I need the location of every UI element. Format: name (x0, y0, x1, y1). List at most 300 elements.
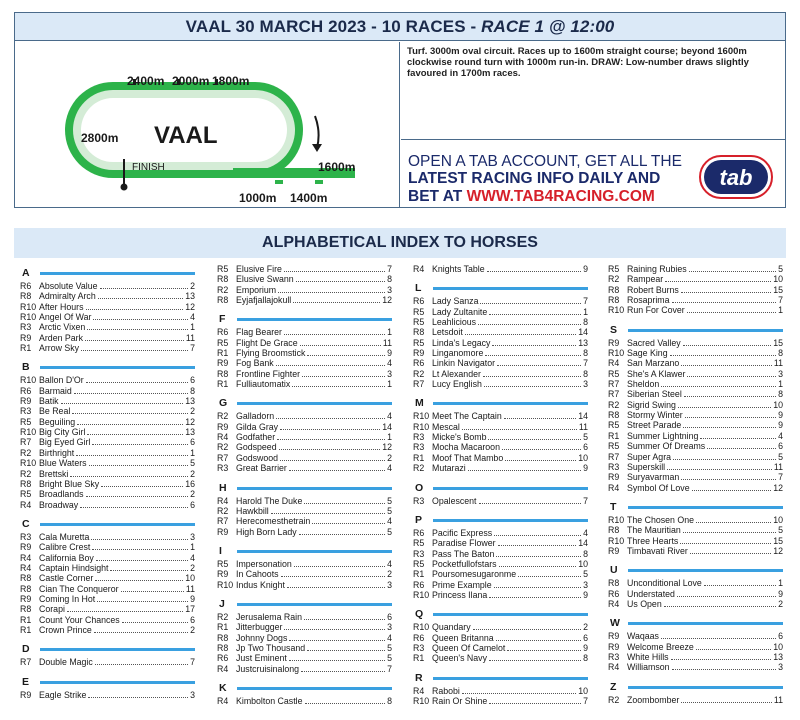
horse-entry (413, 432, 588, 442)
letter-label: W (610, 617, 620, 630)
race-number: R3 (20, 531, 32, 542)
letter-label: F (219, 313, 226, 326)
race-number: R2 (217, 284, 229, 295)
race-number: R8 (217, 295, 229, 306)
race-number: R9 (20, 689, 32, 700)
horse-entry (608, 546, 783, 556)
race-number: R9 (608, 631, 620, 642)
horse-name: Rosaprima (627, 295, 670, 306)
horse-entry (608, 462, 783, 472)
letter-heading (608, 561, 783, 578)
letter-heading (413, 511, 588, 528)
saddle-number: 7 (190, 343, 195, 354)
dot-leader (292, 380, 385, 387)
horse-entry (20, 417, 195, 427)
dot-leader (494, 529, 581, 536)
dot-leader (485, 349, 581, 356)
race-number: R7 (608, 451, 620, 462)
title-bar (15, 13, 785, 41)
race-number: R9 (20, 593, 32, 604)
letter-heading (20, 358, 195, 375)
finish-label: FINISH (132, 162, 165, 173)
race-number: R4 (608, 598, 620, 609)
horse-entry (608, 420, 783, 430)
race-number: R1 (217, 622, 229, 633)
dot-leader (683, 526, 776, 533)
saddle-number: 4 (778, 430, 783, 441)
horse-name: Captain Hindsight (39, 562, 109, 573)
race-number: R7 (217, 452, 229, 463)
horse-entry (20, 625, 195, 635)
race-number: R4 (608, 358, 620, 369)
horse-name: Herecomesthetrain (236, 516, 311, 527)
horse-name: Lady Sanza (432, 296, 479, 307)
horse-name: High Born Lady (236, 526, 297, 537)
saddle-number: 3 (583, 579, 588, 590)
horse-entry (413, 686, 588, 696)
horse-entry (20, 542, 195, 552)
race-number: R8 (20, 291, 32, 302)
horse-name: Be Real (39, 406, 71, 417)
horse-name: Broadlands (39, 489, 84, 500)
race-number: R9 (217, 421, 229, 432)
horse-entry (20, 657, 195, 667)
horse-name: Princess Ilana (432, 589, 488, 600)
race-number: R9 (608, 545, 620, 556)
horse-entry (608, 695, 783, 705)
horse-name: In Cahoots (236, 569, 279, 580)
saddle-number: 4 (190, 552, 195, 563)
horse-entry (608, 525, 783, 535)
horse-entry (217, 295, 392, 305)
letter-divider (628, 329, 783, 332)
index-column (217, 264, 392, 706)
horse-name: Flying Broomstick (236, 348, 306, 359)
dot-leader (271, 507, 385, 514)
horse-name: Prime Example (432, 579, 492, 590)
track-diagram-icon (15, 42, 399, 208)
horse-name: Summer Of Dreams (627, 441, 706, 452)
race-number: R9 (608, 472, 620, 483)
dot-leader (665, 275, 771, 282)
horse-entry (608, 369, 783, 379)
saddle-number: 8 (778, 348, 783, 359)
saddle-number: 2 (190, 562, 195, 573)
distance-1600m: 1600m (318, 160, 356, 174)
horse-entry (20, 437, 195, 447)
horse-entry (217, 664, 392, 674)
horse-entry (20, 615, 195, 625)
saddle-number: 9 (583, 642, 588, 653)
race-number: R9 (608, 641, 620, 652)
dot-leader (122, 616, 188, 623)
saddle-number: 10 (578, 452, 588, 463)
horse-entry (20, 563, 195, 573)
index-header (14, 228, 786, 258)
dot-leader (487, 265, 581, 272)
race-number: R4 (217, 432, 229, 443)
letter-divider (628, 569, 783, 572)
horse-entry (608, 515, 783, 525)
page-title: VAAL 30 MARCH 2023 - 10 RACES - RACE 1 @ 12:00 (185, 16, 615, 36)
horse-name: Jerusalema Rain (236, 611, 303, 622)
race-number: R10 (608, 305, 625, 316)
race-number: R8 (608, 284, 620, 295)
dot-leader (101, 480, 183, 487)
index-column (20, 264, 195, 700)
horse-entry (608, 274, 783, 284)
horse-entry (217, 527, 392, 537)
saddle-number: 3 (387, 579, 392, 590)
race-number: R6 (608, 588, 620, 599)
dot-leader (304, 497, 385, 504)
race-number: R9 (20, 332, 32, 343)
saddle-number: 14 (578, 411, 588, 422)
race-info-box (14, 12, 786, 208)
letter-label: G (219, 397, 228, 410)
race-number: R5 (20, 489, 32, 500)
dot-leader (696, 516, 771, 523)
race-number: R6 (217, 653, 229, 664)
dot-leader (483, 370, 581, 377)
letter-heading (217, 394, 392, 411)
dot-leader (468, 464, 581, 471)
horse-name: Moof That Mambo (432, 452, 504, 463)
saddle-number: 7 (583, 495, 588, 506)
horse-entry (608, 662, 783, 672)
horse-name: Symbol Of Love (627, 482, 690, 493)
saddle-number: 1 (190, 447, 195, 458)
dot-leader (507, 644, 581, 651)
horse-entry (20, 532, 195, 542)
horse-name: Micke's Bomb (432, 432, 487, 443)
saddle-number: 8 (387, 695, 392, 706)
horse-entry (413, 317, 588, 327)
dot-leader (504, 412, 576, 419)
horse-entry (608, 599, 783, 609)
horse-entry (20, 573, 195, 583)
horse-name: Batik (39, 396, 59, 407)
horse-name: Rain Or Shine (432, 695, 488, 706)
race-number: R3 (413, 642, 425, 653)
horse-name: Arden Park (39, 332, 84, 343)
race-number: R8 (608, 410, 620, 421)
dot-leader (670, 349, 776, 356)
horse-name: Us Open (627, 598, 662, 609)
letter-divider (40, 648, 195, 651)
race-number: R6 (413, 527, 425, 538)
horse-name: Unconditional Love (627, 578, 702, 589)
saddle-number: 7 (778, 295, 783, 306)
horse-name: Rabobi (432, 685, 460, 696)
dot-leader (681, 473, 776, 480)
race-number: R9 (217, 358, 229, 369)
race-number: R6 (413, 632, 425, 643)
race-number: R5 (413, 306, 425, 317)
dot-leader (492, 339, 576, 346)
letter-label: L (415, 282, 422, 295)
saddle-number: 4 (387, 516, 392, 527)
saddle-number: 2 (190, 468, 195, 479)
saddle-number: 1 (387, 379, 392, 390)
horse-entry (608, 400, 783, 410)
track-map (15, 42, 400, 208)
horse-name: Broadway (39, 499, 79, 510)
race-number: R3 (217, 463, 229, 474)
horse-entry (608, 379, 783, 389)
horse-name: Linganomore (432, 348, 484, 359)
horse-name: Super Agra (627, 451, 672, 462)
dot-leader (284, 265, 385, 272)
horse-name: Barmaid (39, 385, 72, 396)
saddle-number: 1 (190, 322, 195, 333)
dot-leader (462, 423, 577, 430)
letter-heading (608, 321, 783, 338)
tab-logo-icon (699, 155, 773, 199)
dot-leader (683, 421, 776, 428)
horse-name: Castle Corner (39, 573, 94, 584)
horse-entry (608, 452, 783, 462)
promo-url-link[interactable]: WWW.TAB4RACING.COM (466, 188, 655, 205)
letter-label: C (22, 517, 30, 530)
saddle-number: 4 (387, 632, 392, 643)
dot-leader (289, 634, 385, 641)
race-number: R4 (217, 495, 229, 506)
letter-heading (413, 669, 588, 686)
race-number: R10 (413, 622, 430, 633)
saddle-number: 5 (190, 458, 195, 469)
letter-label: I (219, 544, 222, 557)
race-number: R10 (20, 312, 37, 323)
horse-name: Bright Blue Sky (39, 478, 100, 489)
saddle-number: 6 (190, 614, 195, 625)
letter-divider (40, 681, 195, 684)
horse-name: Linkin Navigator (432, 358, 496, 369)
dot-leader (680, 537, 771, 544)
race-number: R5 (608, 368, 620, 379)
saddle-number: 9 (387, 348, 392, 359)
dot-leader (696, 643, 771, 650)
horse-name: White Hills (627, 651, 669, 662)
horse-name: Sacred Valley (627, 337, 681, 348)
dot-leader (465, 328, 576, 335)
letter-label: D (22, 643, 30, 656)
saddle-number: 2 (778, 598, 783, 609)
horse-name: Knights Table (432, 264, 485, 274)
dot-leader (277, 433, 385, 440)
horse-name: Robert Burns (627, 284, 679, 295)
letter-heading (413, 479, 588, 496)
letter-heading (217, 679, 392, 696)
horse-entry (413, 422, 588, 432)
letter-divider (433, 677, 588, 680)
race-number: R6 (413, 296, 425, 307)
horse-name: Williamson (627, 662, 670, 673)
horse-entry (413, 463, 588, 473)
promo-text (408, 141, 698, 206)
letter-label: B (22, 361, 30, 374)
race-number: R3 (413, 442, 425, 453)
dot-leader (93, 313, 188, 320)
dot-leader (92, 438, 188, 445)
race-number: R10 (608, 535, 625, 546)
letter-label: J (219, 597, 225, 610)
dot-leader (294, 560, 385, 567)
dot-leader (276, 359, 385, 366)
race-number: R10 (413, 421, 430, 432)
horse-entry (608, 642, 783, 652)
dot-leader (80, 501, 188, 508)
dot-leader (98, 292, 183, 299)
letter-heading (413, 605, 588, 622)
dot-leader (278, 286, 385, 293)
horse-entry (217, 411, 392, 421)
horse-entry (217, 369, 392, 379)
dot-leader (87, 428, 183, 435)
saddle-number: 2 (190, 489, 195, 500)
saddle-number: 2 (387, 569, 392, 580)
dot-leader (502, 443, 581, 450)
horse-entry (217, 432, 392, 442)
dot-leader (505, 454, 576, 461)
horse-name: Arctic Vixen (39, 322, 86, 333)
race-number: R5 (608, 264, 620, 274)
race-number: R3 (20, 322, 32, 333)
letter-divider (40, 366, 195, 369)
dot-leader (496, 550, 581, 557)
horse-name: Birthright (39, 447, 75, 458)
saddle-number: 5 (387, 526, 392, 537)
race-number: R3 (608, 461, 620, 472)
horse-entry (20, 333, 195, 343)
saddle-number: 3 (387, 368, 392, 379)
horse-name: Johnny Dogs (236, 632, 288, 643)
horse-name: Mocha Macaroon (432, 442, 500, 453)
horse-name: Paradise Flower (432, 538, 496, 549)
horse-name: Superskill (627, 461, 666, 472)
saddle-number: 10 (773, 399, 783, 410)
dot-leader (462, 687, 576, 694)
horse-name: Indus Knight (236, 579, 285, 590)
saddle-number: 11 (185, 332, 195, 343)
horse-entry (20, 375, 195, 385)
saddle-number: 1 (583, 306, 588, 317)
dot-leader (279, 443, 381, 450)
horse-name: Harold The Duke (236, 495, 303, 506)
letter-divider (237, 487, 392, 490)
dot-leader (301, 665, 385, 672)
horse-entry (20, 281, 195, 291)
dot-leader (92, 543, 188, 550)
saddle-number: 4 (387, 463, 392, 474)
horse-entry (217, 358, 392, 368)
dot-leader (677, 590, 776, 597)
dot-leader (284, 328, 385, 335)
horse-name: Brettski (39, 468, 69, 479)
saddle-number: 9 (778, 410, 783, 421)
saddle-number: 9 (583, 463, 588, 474)
race-number: R2 (217, 442, 229, 453)
letter-divider (628, 506, 783, 509)
horse-entry (20, 343, 195, 353)
horse-name: Angel Of War (39, 312, 92, 323)
saddle-number: 12 (773, 545, 783, 556)
horse-name: Run For Cover (627, 305, 685, 316)
horse-entry (20, 448, 195, 458)
dot-leader (494, 581, 581, 588)
horse-name: Big City Girl (39, 427, 86, 438)
horse-entry (217, 463, 392, 473)
dot-leader (289, 464, 385, 471)
race-number: R2 (413, 368, 425, 379)
race-number: R4 (20, 562, 32, 573)
saddle-number: 10 (773, 514, 783, 525)
horse-name: Quandary (432, 622, 471, 633)
horse-entry (608, 441, 783, 451)
dot-leader (478, 318, 581, 325)
letter-label: E (22, 675, 30, 688)
saddle-number: 8 (583, 548, 588, 559)
race-number: R10 (413, 589, 430, 600)
dot-leader (672, 663, 777, 670)
saddle-number: 11 (773, 694, 783, 705)
horse-index (20, 264, 790, 716)
horse-name: Lt Alexander (432, 368, 481, 379)
race-number: R3 (413, 495, 425, 506)
horse-entry (217, 506, 392, 516)
horse-name: Big Eyed Girl (39, 437, 91, 448)
race-number: R1 (413, 653, 425, 664)
horse-name: Sage King (627, 348, 668, 359)
saddle-number: 5 (778, 264, 783, 274)
horse-entry (608, 305, 783, 315)
letter-divider (628, 686, 783, 689)
race-number: R4 (217, 663, 229, 674)
horse-entry (20, 553, 195, 563)
saddle-number: 10 (773, 274, 783, 285)
race-number: R10 (413, 695, 430, 706)
saddle-number: 14 (382, 421, 392, 432)
distance-2000m: 2000m (172, 74, 210, 88)
saddle-number: 14 (578, 327, 588, 338)
race-number: R8 (608, 525, 620, 536)
saddle-number: 6 (190, 375, 195, 386)
horse-name: Pocketfullofstars (432, 558, 497, 569)
race-number: R1 (20, 614, 32, 625)
horse-name: Leahlicious (432, 317, 477, 328)
saddle-number: 10 (773, 641, 783, 652)
letter-divider (433, 613, 588, 616)
saddle-number: 6 (190, 499, 195, 510)
saddle-number: 7 (583, 695, 588, 706)
race-number: R2 (217, 611, 229, 622)
horse-name: Coming In Hot (39, 593, 96, 604)
saddle-number: 4 (387, 358, 392, 369)
race-number: R3 (413, 548, 425, 559)
horse-name: Justcruisinalong (236, 663, 300, 674)
horse-name: Understated (627, 588, 675, 599)
saddle-number: 11 (773, 461, 783, 472)
dot-leader (67, 605, 183, 612)
horse-name: Elusive Fire (236, 264, 282, 274)
dot-leader (661, 380, 776, 387)
horse-name: Lucy English (432, 379, 482, 390)
race-number: R5 (217, 337, 229, 348)
letter-label: T (610, 500, 617, 513)
saddle-number: 10 (578, 558, 588, 569)
saddle-number: 11 (185, 583, 195, 594)
promo-line-3: BET AT WWW.TAB4RACING.COM (408, 188, 655, 205)
